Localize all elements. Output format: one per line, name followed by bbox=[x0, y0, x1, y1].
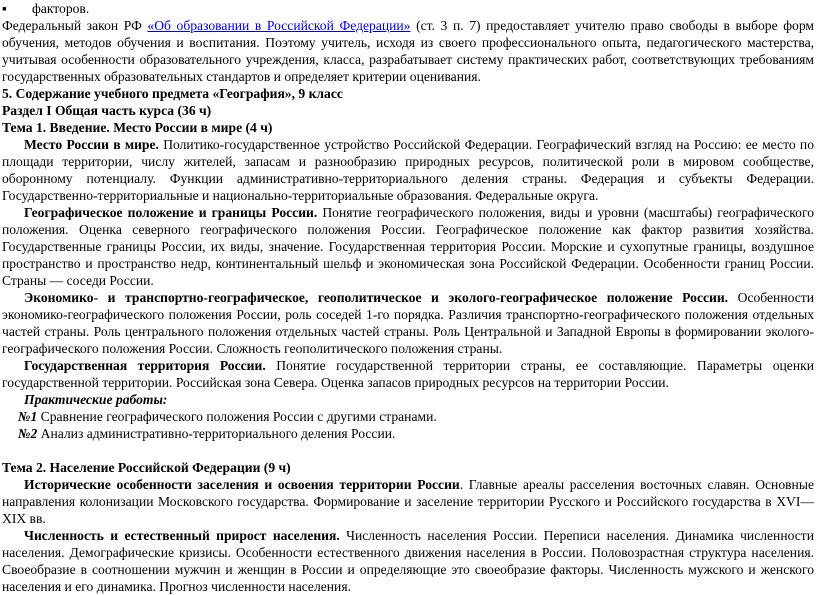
bullet-text: факторов. bbox=[32, 1, 90, 16]
topic1-p4-text: Понятие государственной территории страны, ее составляющие. Параметры оценки государственной территории. Российская зона Севера. Оценка запасов природных ресурсов на территории России. bbox=[2, 358, 814, 390]
topic2-p2-text: Численность населения России. Переписи населения. Динамика численности населения. Демографические кризисы. Особенности естественного движения населения в России. Половозрастная структура населения. Своеобразие в соотношении мужчин и женщин в России и определяющие это своеобразие факторы. Численность мужского и женского населения и его динамика. Прогноз численности населения. bbox=[2, 528, 814, 594]
topic1-title: Тема 1. Введение. Место России в мире (4 ч) bbox=[2, 120, 273, 135]
topic1-paragraph-1 bbox=[2, 136, 814, 204]
topic1-p4-bold: Государственная территория России. bbox=[24, 358, 266, 373]
law-link[interactable]: «Об образовании в Российской Федерации» bbox=[147, 18, 411, 33]
practical-work-1 bbox=[2, 408, 814, 425]
practical-work-2 bbox=[2, 425, 814, 442]
bullet-icon: ▪ bbox=[2, 1, 7, 16]
law-suffix: (ст. 3 п. 7) предоставляет учителю право свободы в выборе форм обучения, методов обучения и воспитания. Поэтому учитель, исходя из своего профессионального опыта, педагогического мастерства, учитывая особенности образовательного учреждения, класса, разрабатывает систему практических работ, соответствующих требованиям государственных образовательных стандартов и определяет критерии оценивания. bbox=[2, 18, 815, 84]
section-heading: Раздел I Общая часть курса (36 ч) bbox=[2, 103, 212, 118]
work2-number: №2 bbox=[18, 426, 38, 441]
topic2-title: Тема 2. Население Российской Федерации (9 ч) bbox=[2, 460, 291, 475]
topic2-p1-bold: Исторические особенности заселения и освоения территории России bbox=[24, 477, 460, 492]
topic2-p1-text: . Главные ареалы расселения восточных славян. Основные направления колонизации Московского государства. Формирование и заселение территории Русского и Российского государства в XVI—XIX вв. bbox=[2, 477, 814, 526]
topic1-p1-bold: Место России в мире. bbox=[24, 137, 159, 152]
work2-text: Анализ административно-территориального деления России. bbox=[37, 426, 396, 441]
topic1-paragraph-3 bbox=[2, 289, 814, 357]
topic1-paragraph-4 bbox=[2, 357, 814, 391]
law-prefix: Федеральный закон РФ bbox=[2, 18, 148, 33]
topic2-p2-bold: Численность и естественный прирост населения. bbox=[24, 528, 340, 543]
topic1-p3-text: Особенности экономико-географического положения России, роль соседей 1-го порядка. Различия транспортно-географического положения отдельных частей страны. Роль центрального положения отдельных частей страны. Роль Центральной и Западной Европы в формировании эколого-географического положения России. Сложность геополитического положения страны. bbox=[2, 290, 814, 356]
topic1-p3-bold: Экономико- и транспортно-географическое, геополитическое и эколого-географическое положение России. bbox=[24, 290, 729, 305]
work1-text: Сравнение географического положения России с другими странами. bbox=[37, 409, 437, 424]
topic1-paragraph-2 bbox=[2, 204, 814, 289]
topic1-p1-text: Политико-государственное устройство Российской Федерации. Географический взгляд на Россию: ее место по площади территории, числу жителей, запасам и разнообразию природных ресурсов, политической роли в мировом сообществе, оборонному потенциалу. Функции административно-территориального деления страны. Федерация и субъекты Федерации. Государственно-территориальные и национально-территориальные образования. Федеральные округа. bbox=[2, 137, 814, 203]
work1-number: №1 bbox=[18, 409, 38, 424]
topic2-paragraph-1 bbox=[2, 476, 814, 527]
spacer bbox=[2, 442, 814, 459]
law-paragraph bbox=[2, 17, 814, 85]
bullet-item bbox=[2, 0, 814, 17]
topic2-paragraph-2 bbox=[2, 527, 814, 595]
content-heading: 5. Содержание учебного предмета «География», 9 класс bbox=[2, 86, 343, 101]
topic1-p2-bold: Географическое положение и границы России. bbox=[24, 205, 318, 220]
topic1-p2-text: Понятие географического положения, виды и уровни (масштабы) географического положения. Оценка северного географического положения России. Географическое положение как фактор развития хозяйства. Государственные границы России, их виды, значение. Государственная территория России. Морские и сухопутные границы, воздушное пространство и пространство недр, континентальный шельф и экономическая зона Российской Федерации. Особенности границ России. Страны — соседи России. bbox=[2, 205, 815, 288]
practical-works-title: Практические работы: bbox=[24, 392, 168, 407]
